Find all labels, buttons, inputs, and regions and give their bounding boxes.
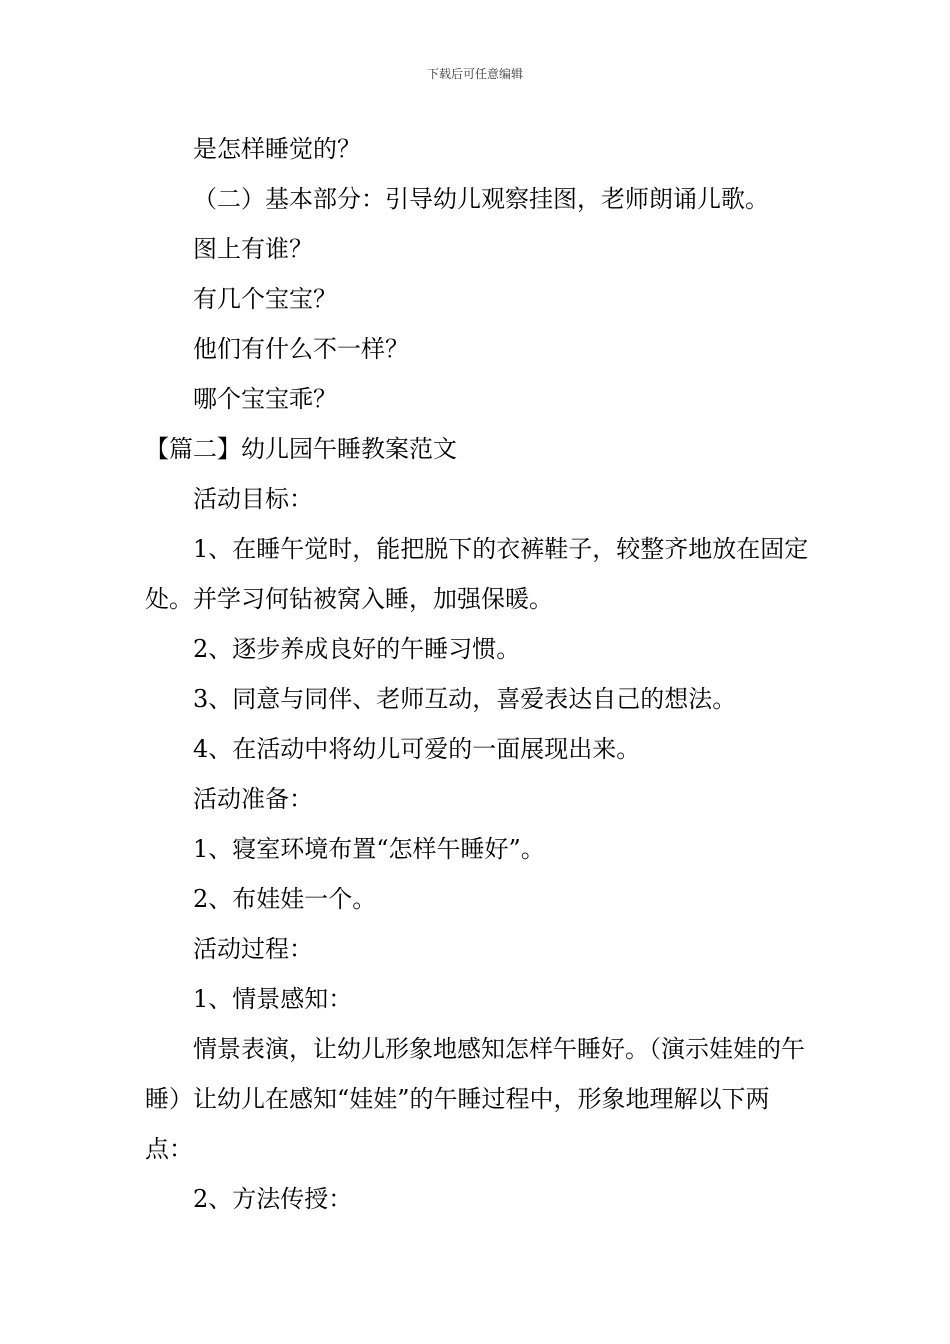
- paragraph-14: 1、寝室环境布置“怎样午睡好”。: [193, 835, 545, 863]
- page-header: 下载后可任意编辑: [426, 67, 523, 81]
- paragraph-2: （二）基本部分：引导幼儿观察挂图，老师朗诵儿歌。: [193, 185, 769, 213]
- paragraph-3: 图上有谁？: [193, 235, 313, 263]
- paragraph-4: 有几个宝宝？: [193, 285, 337, 313]
- paragraph-11: 3、同意与同伴、老师互动，喜爱表达自己的想法。: [193, 685, 737, 713]
- paragraph-5: 他们有什么不一样？: [193, 335, 409, 363]
- paragraph-9: 1、在睡午觉时，能把脱下的衣裤鞋子，较整齐地放在固定处。并学习何钻被窝入睡，加强保暖。: [145, 535, 809, 613]
- paragraph-6: 哪个宝宝乖？: [193, 385, 337, 413]
- paragraph-12: 4、在活动中将幼儿可爱的一面展现出来。: [193, 735, 641, 763]
- paragraph-8: 活动目标：: [193, 485, 313, 513]
- paragraph-10: 2、逐步养成良好的午睡习惯。: [193, 635, 521, 663]
- paragraph-1: 是怎样睡觉的？: [193, 135, 361, 163]
- paragraph-16: 活动过程：: [193, 935, 313, 963]
- paragraph-15: 2、布娃娃一个。: [193, 885, 377, 913]
- document-body: [145, 124, 815, 1224]
- paragraph-17: 1、情景感知：: [193, 985, 353, 1013]
- paragraph-18: 情景表演，让幼儿形象地感知怎样午睡好。（演示娃娃的午睡）让幼儿在感知“娃娃”的午睡过程中，形象地理解以下两点：: [145, 1035, 805, 1163]
- paragraph-13: 活动准备：: [193, 785, 313, 813]
- section-heading: 【篇二】幼儿园午睡教案范文: [145, 435, 457, 463]
- paragraph-19: 2、方法传授：: [193, 1185, 353, 1213]
